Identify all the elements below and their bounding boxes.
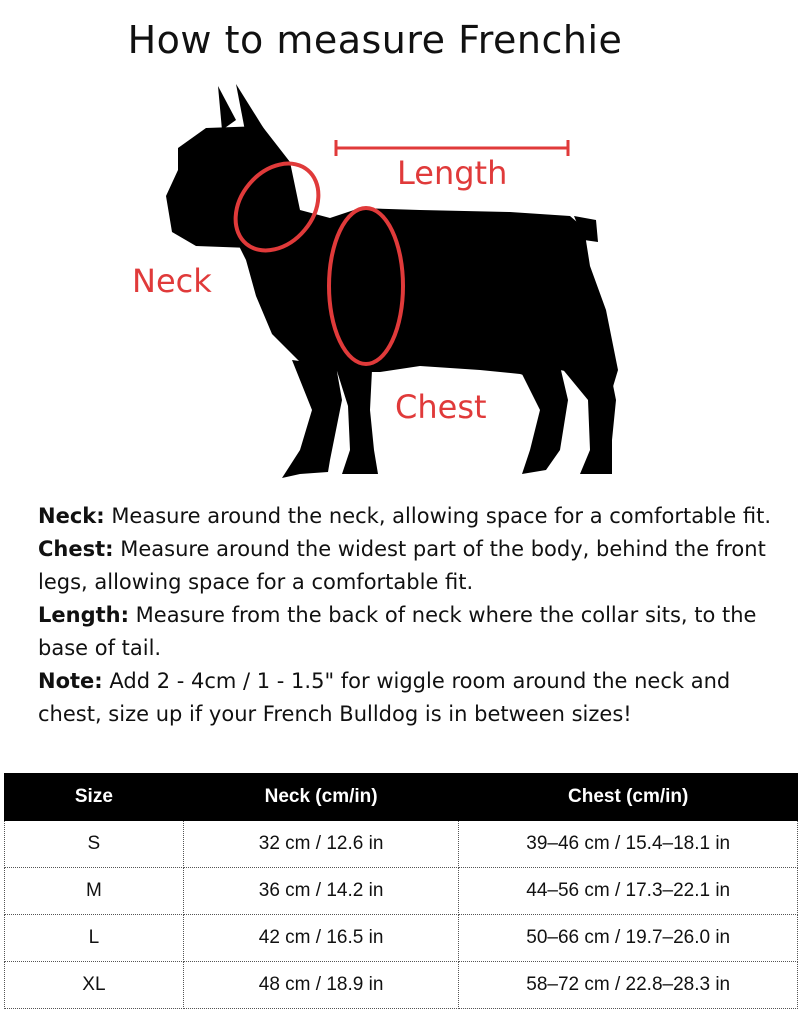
instruction-text: Measure around the neck, allowing space for a comfortable fit.: [104, 504, 771, 528]
cell-neck: 36 cm / 14.2 in: [183, 868, 459, 915]
instruction-length: [38, 599, 778, 665]
instruction-label: Length:: [38, 603, 129, 627]
cell-size: M: [5, 868, 184, 915]
instruction-note: [38, 665, 778, 731]
cell-chest: 58–72 cm / 22.8–28.3 in: [459, 962, 798, 1009]
french-bulldog-silhouette: [166, 84, 618, 478]
header-chest: Chest (cm/in): [459, 774, 798, 821]
cell-chest: 44–56 cm / 17.3–22.1 in: [459, 868, 798, 915]
table-header-row: [5, 774, 798, 821]
table-row: [5, 868, 798, 915]
length-label: Length: [397, 154, 508, 192]
chest-label: Chest: [395, 388, 487, 426]
page-title: How to measure Frenchie: [127, 18, 623, 62]
instruction-neck: [38, 500, 778, 533]
instruction-label: Neck:: [38, 504, 105, 528]
instruction-text: Add 2 - 4cm / 1 - 1.5" for wiggle room around the neck and chest, size up if your French Bulldog is in between sizes!: [38, 669, 731, 726]
measurement-diagram: [0, 70, 800, 490]
header-size: Size: [5, 774, 184, 821]
instruction-text: Measure from the back of neck where the collar sits, to the base of tail.: [38, 603, 757, 660]
cell-chest: 50–66 cm / 19.7–26.0 in: [459, 915, 798, 962]
instruction-text: Measure around the widest part of the body, behind the front legs, allowing space for a comfortable fit.: [38, 537, 766, 594]
instruction-label: Chest:: [38, 537, 114, 561]
instruction-label: Note:: [38, 669, 103, 693]
table-row: [5, 962, 798, 1009]
cell-size: L: [5, 915, 184, 962]
header-neck: Neck (cm/in): [183, 774, 459, 821]
table-row: [5, 821, 798, 868]
cell-neck: 48 cm / 18.9 in: [183, 962, 459, 1009]
size-chart-table: [4, 773, 798, 1009]
table-row: [5, 915, 798, 962]
cell-chest: 39–46 cm / 15.4–18.1 in: [459, 821, 798, 868]
cell-neck: 42 cm / 16.5 in: [183, 915, 459, 962]
cell-size: XL: [5, 962, 184, 1009]
cell-neck: 32 cm / 12.6 in: [183, 821, 459, 868]
measurement-instructions: [38, 500, 778, 731]
instruction-chest: [38, 533, 778, 599]
dog-silhouette-illustration: [0, 70, 800, 490]
cell-size: S: [5, 821, 184, 868]
neck-label: Neck: [132, 262, 212, 300]
